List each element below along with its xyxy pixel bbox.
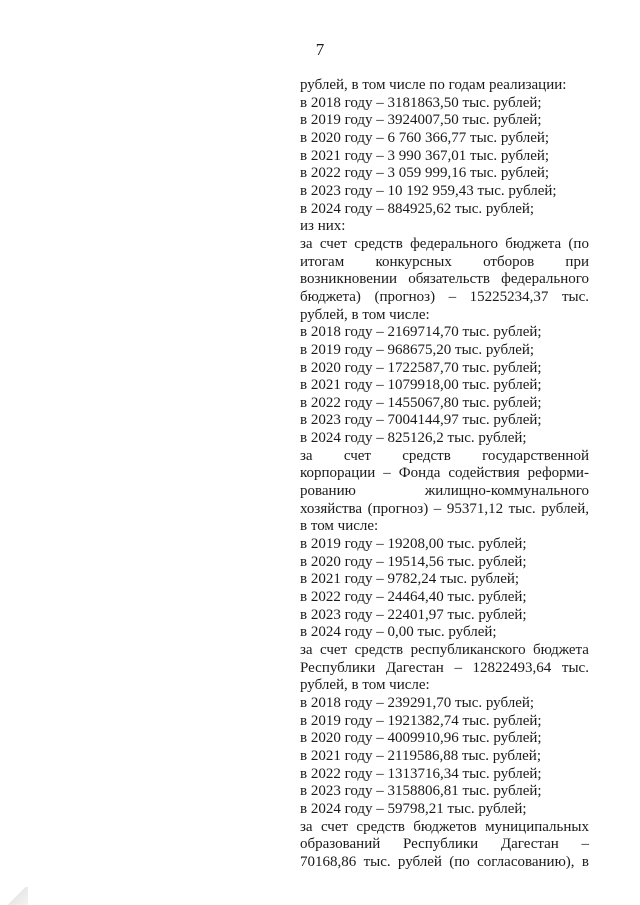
line-word: счет	[343, 447, 371, 464]
line-word: корпорации	[300, 465, 376, 482]
document-line: в 2019 году – 968675,20 тыс. рублей;	[300, 341, 535, 358]
line-word: бюджетов	[413, 818, 477, 835]
line-word: бюджета)	[300, 288, 361, 305]
line-word: содействия	[448, 465, 520, 482]
line-word: 12822493,64	[472, 659, 552, 676]
line-word: отборов	[483, 253, 535, 270]
document-line: в 2019 году – 3924007,50 тыс. рублей;	[300, 112, 542, 129]
document-line: в 2022 году – 24464,40 тыс. рублей;	[300, 589, 527, 606]
document-line: в 2019 году – 19208,00 тыс. рублей;	[300, 536, 527, 553]
line-word: 95371,12	[446, 500, 504, 517]
document-line: в 2024 году – 884925,62 тыс. рублей;	[300, 200, 535, 217]
line-word: в	[581, 853, 589, 870]
line-word: итогам	[300, 253, 345, 270]
line-word: возникновении	[300, 271, 398, 288]
line-word: рублей	[397, 853, 442, 870]
line-word: –	[433, 500, 442, 517]
line-word: средств	[356, 818, 405, 835]
document-line: рублей, в том числе:	[300, 306, 430, 323]
document-line: в 2024 году – 0,00 тыс. рублей;	[300, 624, 497, 641]
line-word: счет	[319, 235, 347, 252]
line-word: государственной	[482, 447, 589, 464]
line-word: бюджета	[533, 642, 589, 658]
document-line: в 2024 году – 825126,2 тыс. рублей;	[300, 430, 527, 447]
document-line: в 2018 году – 3181863,50 тыс. рублей;	[300, 94, 542, 111]
line-word: 70168,86	[300, 853, 357, 870]
line-word: за	[300, 818, 313, 835]
document-line: в 2020 году – 4009910,96 тыс. рублей;	[300, 730, 542, 747]
line-word: счет	[320, 818, 349, 835]
line-word: Дагестан	[500, 836, 559, 853]
scan-edge-shadow	[0, 887, 28, 905]
document-line: рублей, в том числе:	[300, 677, 430, 694]
line-word: муниципальных	[485, 818, 589, 835]
line-word: –	[581, 836, 589, 853]
document-line: в 2019 году – 1921382,74 тыс. рублей;	[300, 712, 542, 729]
document-line: в 2020 году – 6 760 366,77 тыс. рублей;	[300, 129, 550, 146]
line-word: тыс.	[508, 500, 536, 517]
document-line: рублей, в том числе по годам реализации:	[300, 77, 567, 93]
document-line: в 2021 году – 9782,24 тыс. рублей;	[300, 571, 520, 588]
line-word: обязательств	[408, 271, 490, 288]
document-line: в 2018 году – 239291,70 тыс. рублей;	[300, 694, 535, 711]
line-word: жилищно-коммунального	[424, 483, 589, 500]
line-word: конкурсных	[375, 253, 452, 270]
line-word: –	[448, 288, 457, 305]
document-line: в 2022 году – 1313716,34 тыс. рублей;	[300, 765, 542, 782]
line-word: Фонда	[398, 465, 441, 482]
document-line: в 2021 году – 2119586,88 тыс. рублей;	[300, 747, 541, 764]
line-word: 15225234,37	[469, 288, 549, 305]
document-line	[300, 642, 589, 660]
document-body	[300, 77, 589, 872]
document-line: в 2021 году – 3 990 367,01 тыс. рублей;	[300, 147, 550, 164]
line-word: (прогноз)	[367, 500, 429, 517]
line-word: средств	[354, 235, 403, 252]
document-line: в том числе:	[300, 518, 379, 535]
line-word: бюджета	[505, 235, 562, 252]
document-line	[300, 483, 589, 501]
line-word: при	[565, 253, 589, 270]
document-line: в 2020 году – 19514,56 тыс. рублей;	[300, 553, 527, 570]
document-line	[300, 289, 589, 307]
document-line: в 2021 году – 1079918,00 тыс. рублей;	[300, 377, 542, 394]
document-line	[300, 465, 589, 483]
line-word: Республики	[402, 836, 479, 853]
line-word: Дагестан	[385, 659, 444, 676]
line-word: тыс.	[561, 288, 589, 305]
line-word: республиканского	[410, 642, 526, 658]
line-word: образований	[300, 836, 381, 853]
line-word: за	[300, 235, 313, 252]
document-line	[300, 819, 589, 837]
line-word: за	[300, 447, 313, 464]
document-line: в 2023 году – 10 192 959,43 тыс. рублей;	[300, 182, 557, 199]
document-line	[300, 271, 589, 289]
page-number: 7	[315, 40, 325, 59]
document-line: в 2020 году – 1722587,70 тыс. рублей;	[300, 359, 542, 376]
line-word: (по	[568, 235, 589, 252]
document-line: в 2024 году – 59798,21 тыс. рублей;	[300, 800, 527, 817]
document-line	[300, 448, 589, 466]
line-word: федерального	[501, 271, 589, 288]
line-word: хозяйства	[300, 500, 363, 517]
line-word: федерального	[410, 235, 498, 252]
document-line	[300, 836, 589, 854]
document-line: в 2018 году – 2169714,70 тыс. рублей;	[300, 324, 542, 341]
document-line	[300, 501, 589, 519]
document-line: в 2023 году – 3158806,81 тыс. рублей;	[300, 783, 542, 800]
document-line	[300, 236, 589, 254]
document-line: в 2023 году – 7004144,97 тыс. рублей;	[300, 412, 542, 429]
line-word: согласованию),	[477, 853, 575, 870]
line-word: –	[383, 465, 391, 482]
line-word: реформи-	[527, 465, 589, 482]
line-word: рублей,	[541, 500, 589, 517]
line-word: за	[300, 642, 313, 658]
line-word: (по	[449, 853, 470, 870]
document-line	[300, 854, 589, 872]
line-word: тыс.	[561, 659, 589, 676]
document-line: из них:	[300, 218, 346, 235]
document-line: в 2022 году – 1455067,80 тыс. рублей;	[300, 394, 542, 411]
line-word: счет	[320, 642, 348, 658]
document-line: в 2022 году – 3 059 999,16 тыс. рублей;	[300, 165, 550, 182]
line-word: Республики	[300, 659, 376, 676]
document-line	[300, 660, 589, 678]
line-word: тыс.	[363, 853, 391, 870]
line-word: (прогноз)	[374, 288, 436, 305]
line-word: рованию	[300, 483, 356, 500]
document-line	[300, 254, 589, 272]
line-word: –	[454, 659, 462, 676]
document-line: в 2023 году – 22401,97 тыс. рублей;	[300, 606, 527, 623]
line-word: средств	[402, 447, 451, 464]
line-word: средств	[354, 642, 404, 658]
